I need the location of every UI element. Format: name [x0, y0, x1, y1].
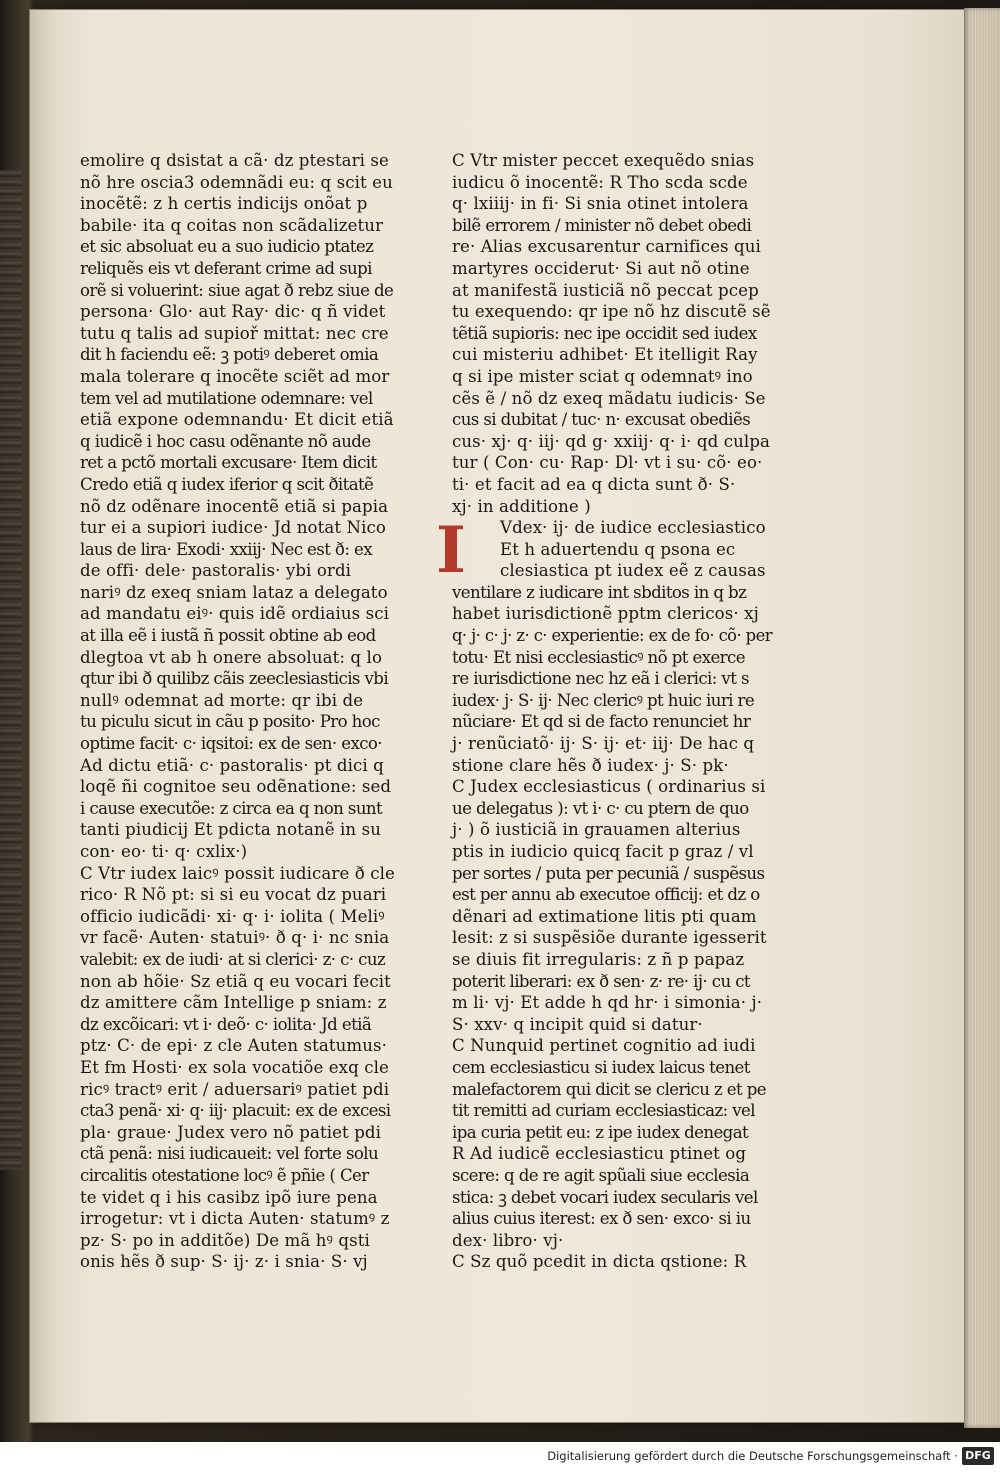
text-line: C Judex ecclesiasticus ( ordinarius si — [452, 777, 766, 797]
right-column-rest-block — [452, 582, 772, 1273]
text-line: lesit: z si suspẽsiõe durante igesserit — [452, 928, 767, 948]
drop-initial-letter: I — [436, 513, 467, 589]
text-line: iudicu õ inocentẽ: R Tho scda scde — [452, 172, 748, 192]
page-edges — [964, 8, 1000, 1428]
text-line: mala tolerare q inocẽte sciẽt ad mor — [80, 366, 390, 386]
text-line: ret a pctõ mortali excusare· Item dicit — [80, 453, 377, 473]
text-line: ue delegatus ): vt i· c· cu ptern de quo — [452, 798, 749, 818]
text-line: C Vtr mister peccet exequẽdo snias — [452, 151, 755, 170]
text-line: dz excõicari: vt i· deõ· c· iolita· Jd etiã — [80, 1014, 372, 1034]
footer-bar — [0, 1442, 1000, 1472]
text-line: non ab hõie· Sz etiã q eu vocari fecit — [80, 971, 391, 991]
funding-notice: Digitalisierung gefördert durch die Deutsche Forschungsgemeinschaft · — [547, 1449, 958, 1463]
text-line: ti· et facit ad ea q dicta sunt ð· S· — [452, 474, 736, 494]
text-line: dlegtoa vt ab h onere absoluat: q lo — [80, 647, 383, 667]
text-line: cui misteriu adhibet· Et itelligit Ray — [452, 345, 758, 365]
text-line: xj· in additione ) — [452, 496, 591, 516]
text-line: stione clare hẽs ð iudex· j· S· pk· — [452, 755, 729, 775]
text-line: Credo etiã q iudex iferior q scit ðitatẽ — [80, 474, 374, 494]
text-line: ad mandatu eiꝰ· quis idẽ ordiaius sci — [80, 604, 390, 624]
text-line: m li· vj· Et adde h qd hr· i simonia· j· — [452, 993, 763, 1013]
text-line: ctã penã: nisi iudicaueit: vel forte solu — [80, 1144, 379, 1164]
text-line: tu exequendo: qr ipe nõ hz discutẽ sẽ — [452, 302, 771, 322]
text-line: q· j· c· j· z· c· experientie: ex de fo· cõ· per — [452, 626, 772, 646]
text-line: de offi· dele· pastoralis· ybi ordi — [80, 561, 352, 581]
text-line: re iurisdictione nec hz eã i clerici: vt s — [452, 669, 749, 689]
right-text-column — [436, 150, 772, 1273]
text-line: tem vel ad mutilatione odemnare: vel — [80, 388, 373, 408]
text-line: tur ( Con· cu· Rap· Dl· vt i su· cõ· eo· — [452, 453, 763, 473]
text-line: alius cuius iterest: ex ð sen· exco· si iu — [452, 1209, 751, 1229]
text-line: at manifestã iusticiã nõ peccat pcep — [452, 280, 759, 300]
text-line: orẽ si voluerint: siue agat ð rebz siue de — [80, 280, 394, 300]
initial-paragraph-lines — [452, 517, 772, 582]
text-line: poterit liberari: ex ð sen· z· re· ij· cu ct — [452, 971, 750, 991]
text-line: cta3 penã· xi· q· iij· placuit: ex de excesi — [80, 1101, 391, 1121]
text-line: per sortes / puta per pecuniã / suspẽsus — [452, 863, 765, 883]
text-line: C Vtr iudex laicꝰ possit iudicare ð cle — [80, 863, 395, 883]
text-line: vr facẽ· Auten· statuiꝰ· ð q· i· nc snia — [80, 928, 390, 948]
text-line: tẽtiã supioris: nec ipe occidit sed iudex — [452, 323, 757, 343]
text-line: totu· Et nisi ecclesiasticꝰ nõ pt exerce — [452, 647, 745, 667]
text-line: nullꝰ odemnat ad morte: qr ibi de — [80, 690, 364, 710]
text-line: j· renũciatõ· ij· S· ij· et· iij· De hac q — [452, 734, 755, 754]
text-line: C Nunquid pertinet cognitio ad iudi — [452, 1036, 756, 1056]
text-line: cus· xj· q· iij· qd g· xxiij· q· i· qd culpa — [452, 431, 771, 451]
text-line: emolire q dsistat a cã· dz ptestari se — [80, 151, 389, 170]
text-line: R Ad iudicẽ ecclesiasticu ptinet og — [452, 1144, 747, 1164]
text-line: cem ecclesiasticu si iudex laicus tenet — [452, 1057, 750, 1077]
text-line: officio iudicãdi· xi· q· i· iolita ( Meliꝰ — [80, 906, 385, 926]
text-line: onis hẽs ð sup· S· ij· z· i snia· S· vj — [80, 1252, 368, 1272]
text-line: ptz· C· de epi· z cle Auten statumus· — [80, 1036, 388, 1056]
text-line: nariꝰ dz exeq sniam lataz a delegato — [80, 582, 388, 602]
text-line: pz· S· po in additõe) De mã hꝰ qsti — [80, 1230, 370, 1250]
left-text-column — [80, 150, 395, 1273]
text-line: ventilare z iudicare int sbditos in q bz — [452, 582, 747, 602]
text-line: dit h faciendu eẽ: ꝫ potiꝰ deberet omia — [80, 345, 379, 365]
text-line: j· ) õ iusticiã in grauamen alterius — [452, 820, 741, 840]
text-line: persona· Glo· aut Ray· dic· q ñ videt — [80, 302, 386, 322]
text-line: scere: q de re agit spũali siue ecclesia — [452, 1165, 750, 1185]
text-line: tu piculu sicut in cãu p posito· Pro hoc — [80, 712, 380, 732]
text-line: tur ei a supiori iudice· Jd notat Nico — [80, 518, 386, 538]
text-line: irrogetur: vt i dicta Auten· statumꝰ z — [80, 1209, 390, 1229]
initial-paragraph — [436, 513, 772, 589]
text-line: optime facit· c· iqsitoi: ex de sen· exco· — [80, 734, 382, 754]
text-line: te videt q i his casibz ipõ iure pena — [80, 1187, 378, 1207]
text-line: qtur ibi ð quilibz cãis zeeclesiasticis vbi — [80, 669, 389, 689]
text-line: Vdex· ij· de iudice ecclesiastico — [500, 518, 766, 538]
text-line: q· lxiiij· in fi· Si snia otinet intolera — [452, 194, 749, 214]
text-line: et sic absoluat eu a suo iudicio ptatez — [80, 237, 374, 257]
text-line: C Sz quõ pcedit in dicta qstione: R — [452, 1252, 747, 1272]
text-line: laus de lira· Exodi· xxiij· Nec est ð: ex — [80, 539, 372, 559]
text-line: Ad dictu etiã· c· pastoralis· pt dici q — [80, 755, 384, 775]
text-line: at illa eẽ i iustã ñ possit obtine ab eod — [80, 626, 376, 646]
text-line: se diuis fit irregularis: z ñ p papaz — [452, 949, 745, 969]
previous-page-edge — [0, 170, 22, 1170]
text-line: cẽs ẽ / nõ dz exeq mãdatu iudicis· Se — [452, 388, 766, 408]
text-line: q iudicẽ i hoc casu odẽnante nõ aude — [80, 431, 371, 451]
text-line: martyres occiderut· Si aut nõ otine — [452, 258, 750, 278]
text-line: circalitis otestatione locꝰ ẽ pñie ( Cer — [80, 1165, 369, 1185]
text-line: est per annu ab executoe officij: et dz o — [452, 885, 760, 905]
text-line: bilẽ errorem / minister nõ debet obedi — [452, 215, 752, 235]
text-line: habet iurisdictionẽ pptm clericos· xj — [452, 604, 759, 624]
text-line: reliquẽs eis vt deferant crime ad supi — [80, 258, 372, 278]
text-line: dex· libro· vj· — [452, 1230, 564, 1250]
text-line: nõ hre oscia3 odemnãdi eu: q scit eu — [80, 172, 393, 192]
text-line: tutu q talis ad supioř mittat: nec cre — [80, 323, 389, 343]
text-line: stica: ꝫ debet vocari iudex secularis vel — [452, 1187, 758, 1207]
text-line: loqẽ ñi cognitoe seu odẽnatione: sed — [80, 777, 392, 797]
text-line: tit remitti ad curiam ecclesiasticaz: vel — [452, 1101, 755, 1121]
dfg-logo: DFG — [962, 1447, 994, 1465]
text-line: Et h aduertendu q psona ec — [500, 539, 736, 559]
text-line: q si ipe mister sciat q odemnatꝰ ino — [452, 366, 753, 386]
text-line: etiã expone odemnandu· Et dicit etiã — [80, 410, 394, 430]
text-line: iudex· j· S· ij· Nec clericꝰ pt huic iuri re — [452, 690, 755, 710]
text-line: S· xxv· q incipit quid si datur· — [452, 1014, 703, 1034]
text-line: con· eo· ti· q· cxlix·) — [80, 842, 248, 861]
text-line: ptis in iudicio quicq facit p graz / vl — [452, 842, 754, 861]
text-line: malefactorem qui dicit se clericu z et pe — [452, 1079, 767, 1099]
text-line: rico· R Nõ pt: si si eu vocat dz puari — [80, 885, 387, 905]
text-line: nõ dz odẽnare inocentẽ etiã si papia — [80, 496, 389, 516]
text-line: babile· ita q coitas non scãdalizetur — [80, 215, 384, 235]
text-line: tanti piudicij Et pdicta notanẽ in su — [80, 820, 381, 840]
text-line: dẽnari ad extimatione litis pti quam — [452, 906, 757, 926]
text-line: clesiastica pt iudex eẽ z causas — [500, 561, 766, 581]
text-line: valebit: ex de iudi· at si clerici· z· c· cuz — [80, 949, 386, 969]
text-line: cus si dubitat / tuc· n· excusat obediẽs — [452, 410, 751, 430]
right-column-top-block — [452, 150, 772, 517]
text-line: dz amittere cãm Intellige p sniam: z — [80, 993, 387, 1013]
text-line: re· Alias excusarentur carnifices qui — [452, 237, 761, 257]
text-line: pla· graue· Judex vero nõ patiet pdi — [80, 1122, 382, 1142]
text-line: ricꝰ tractꝰ erit / aduersariꝰ patiet pdi — [80, 1079, 390, 1099]
text-line: inocẽtẽ: z h certis indicijs onõat p — [80, 194, 368, 214]
text-line: i cause executõe: z circa ea q non sunt — [80, 798, 383, 818]
text-line: nũciare· Et qd si de facto renunciet hr — [452, 712, 751, 732]
text-line: Et fm Hosti· ex sola vocatiõe exq cle — [80, 1057, 389, 1077]
text-line: ipa curia petit eu: z ipe iudex denegat — [452, 1122, 749, 1142]
